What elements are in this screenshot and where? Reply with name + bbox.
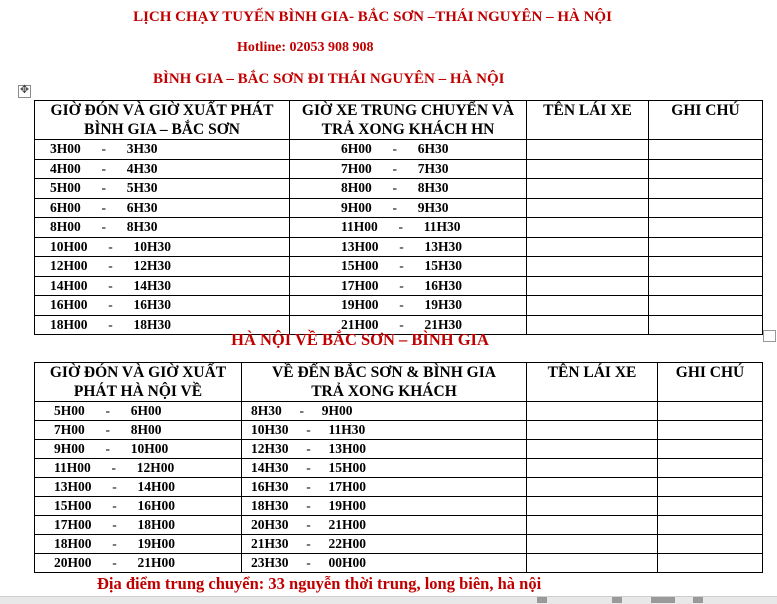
table-row xyxy=(35,535,763,554)
notes-cell[interactable] xyxy=(649,218,763,238)
depart-time-cell[interactable] xyxy=(35,159,290,179)
arrive-time-cell[interactable] xyxy=(242,516,527,535)
notes-cell[interactable] xyxy=(658,554,763,573)
header-transfer-times: GIỜ XE TRUNG CHUYỂN VÀ TRẢ XONG KHÁCH HN xyxy=(290,101,527,140)
table-row xyxy=(35,478,763,497)
separator: - xyxy=(112,536,117,551)
time-from: 12H30 xyxy=(251,441,289,456)
separator: - xyxy=(306,441,311,456)
table-row xyxy=(35,440,763,459)
time-to: 3H30 xyxy=(126,141,158,157)
table-row xyxy=(35,554,763,573)
section2-title: HÀ NỘI VỀ BẮC SƠN – BÌNH GIA xyxy=(231,330,489,349)
driver-name-cell[interactable] xyxy=(527,497,658,516)
time-from: 7H00 xyxy=(54,422,85,437)
separator: - xyxy=(108,238,113,254)
notes-cell[interactable] xyxy=(649,257,763,277)
time-from: 21H00 xyxy=(341,316,379,332)
header-notes: GHI CHÚ xyxy=(658,363,763,402)
separator: - xyxy=(399,238,404,254)
time-to: 14H00 xyxy=(137,479,176,494)
time-from: 6H00 xyxy=(50,199,81,215)
transfer-time-cell[interactable] xyxy=(290,198,527,218)
table-row xyxy=(35,218,763,238)
separator: - xyxy=(112,498,117,513)
separator: - xyxy=(108,316,113,332)
transfer-location: Địa điểm trung chuyển: 33 nguyễn thời trung, long biên, hà nội xyxy=(97,574,542,593)
separator: - xyxy=(108,258,113,274)
separator: - xyxy=(306,460,311,475)
separator: - xyxy=(306,479,311,494)
time-from: 9H00 xyxy=(54,441,85,456)
separator: - xyxy=(101,160,107,176)
separator: - xyxy=(399,277,404,293)
time-from: 8H30 xyxy=(251,403,282,418)
notes-cell[interactable] xyxy=(649,159,763,179)
time-from: 8H00 xyxy=(341,180,372,196)
separator: - xyxy=(392,199,398,215)
table-row xyxy=(35,296,763,316)
time-to: 6H30 xyxy=(417,141,449,157)
depart-time-cell[interactable] xyxy=(35,237,290,257)
separator: - xyxy=(111,460,117,475)
time-from: 11H00 xyxy=(54,460,91,475)
time-from: 23H30 xyxy=(251,555,289,570)
transfer-time-cell[interactable] xyxy=(290,276,527,296)
depart-time-cell[interactable] xyxy=(35,276,290,296)
depart-time-cell[interactable] xyxy=(35,440,242,459)
depart-time-cell[interactable] xyxy=(35,478,242,497)
time-to: 16H30 xyxy=(133,297,172,313)
separator: - xyxy=(108,277,113,293)
table-row xyxy=(35,497,763,516)
depart-time-cell[interactable] xyxy=(35,198,290,218)
driver-name-cell[interactable] xyxy=(527,478,658,497)
time-from: 18H00 xyxy=(54,536,92,551)
time-to: 13H00 xyxy=(328,441,367,456)
time-from: 3H00 xyxy=(50,141,81,157)
time-from: 11H00 xyxy=(341,219,378,235)
depart-time-cell[interactable] xyxy=(35,459,242,478)
time-to: 7H30 xyxy=(417,160,449,176)
table-row xyxy=(35,421,763,440)
transfer-time-cell[interactable] xyxy=(290,140,527,160)
driver-name-cell[interactable] xyxy=(527,554,658,573)
separator: - xyxy=(306,422,311,437)
time-from: 4H00 xyxy=(50,160,81,176)
time-to: 11H30 xyxy=(423,219,461,235)
focus-icon[interactable] xyxy=(537,597,547,603)
time-from: 18H30 xyxy=(251,498,289,513)
table-row xyxy=(35,402,763,421)
time-from: 10H00 xyxy=(50,238,88,254)
time-to: 6H00 xyxy=(130,403,162,418)
separator: - xyxy=(398,219,404,235)
notes-cell[interactable] xyxy=(658,516,763,535)
table-row xyxy=(35,257,763,277)
time-from: 13H00 xyxy=(341,238,379,254)
arrive-time-cell[interactable] xyxy=(242,421,527,440)
time-to: 17H00 xyxy=(328,479,367,494)
table-row xyxy=(35,179,763,199)
time-to: 16H00 xyxy=(137,498,176,513)
notes-cell[interactable] xyxy=(649,276,763,296)
driver-name-cell[interactable] xyxy=(527,237,649,257)
time-from: 16H30 xyxy=(251,479,289,494)
depart-time-cell[interactable] xyxy=(35,257,290,277)
time-to: 8H30 xyxy=(417,180,449,196)
separator: - xyxy=(399,258,404,274)
driver-name-cell[interactable] xyxy=(527,257,649,277)
separator: - xyxy=(101,199,107,215)
driver-name-cell[interactable] xyxy=(527,296,649,316)
time-from: 20H00 xyxy=(54,555,92,570)
table-row xyxy=(35,237,763,257)
driver-name-cell[interactable] xyxy=(527,421,658,440)
section1-title: BÌNH GIA – BẮC SƠN ĐI THÁI NGUYÊN – HÀ NỘI xyxy=(153,71,505,87)
driver-name-cell[interactable] xyxy=(527,516,658,535)
depart-time-cell[interactable] xyxy=(35,535,242,554)
table-row xyxy=(35,140,763,160)
time-to: 8H30 xyxy=(126,219,158,235)
table-row xyxy=(35,459,763,478)
arrive-time-cell[interactable] xyxy=(242,402,527,421)
separator: - xyxy=(105,422,111,437)
separator: - xyxy=(306,555,311,570)
arrive-time-cell[interactable] xyxy=(242,535,527,554)
separator: - xyxy=(392,160,398,176)
header-driver-name: TÊN LÁI XE xyxy=(527,101,649,140)
notes-cell[interactable] xyxy=(649,140,763,160)
separator: - xyxy=(392,180,398,196)
table-resize-handle[interactable] xyxy=(763,330,776,342)
driver-name-cell[interactable] xyxy=(527,440,658,459)
time-to: 11H30 xyxy=(328,422,366,437)
depart-time-cell[interactable] xyxy=(35,296,290,316)
time-from: 6H00 xyxy=(341,141,372,157)
separator: - xyxy=(101,180,107,196)
transfer-time-cell[interactable] xyxy=(290,257,527,277)
notes-cell[interactable] xyxy=(649,198,763,218)
document-title: LỊCH CHẠY TUYẾN BÌNH GIA- BẮC SƠN –THÁI NGUYÊN – HÀ NỘI xyxy=(133,9,612,25)
time-to: 21H30 xyxy=(424,316,463,332)
driver-name-cell[interactable] xyxy=(527,198,649,218)
time-from: 7H00 xyxy=(341,160,372,176)
separator: - xyxy=(112,555,117,570)
notes-cell[interactable] xyxy=(658,478,763,497)
transfer-time-cell[interactable] xyxy=(290,296,527,316)
time-to: 5H30 xyxy=(126,180,158,196)
notes-cell[interactable] xyxy=(658,459,763,478)
transfer-time-cell[interactable] xyxy=(290,218,527,238)
time-to: 12H30 xyxy=(133,258,172,274)
separator: - xyxy=(306,536,311,551)
driver-name-cell[interactable] xyxy=(527,218,649,238)
time-from: 17H00 xyxy=(341,277,379,293)
time-from: 10H30 xyxy=(251,422,289,437)
depart-time-cell[interactable] xyxy=(35,554,242,573)
driver-name-cell[interactable] xyxy=(527,535,658,554)
depart-time-cell[interactable] xyxy=(35,218,290,238)
time-to: 14H30 xyxy=(133,277,172,293)
separator: - xyxy=(306,498,311,513)
time-to: 16H30 xyxy=(424,277,463,293)
time-from: 18H00 xyxy=(50,316,88,332)
table-row xyxy=(35,516,763,535)
time-to: 10H30 xyxy=(133,238,172,254)
time-from: 5H00 xyxy=(54,403,85,418)
notes-cell[interactable] xyxy=(658,535,763,554)
arrive-time-cell[interactable] xyxy=(242,459,527,478)
depart-time-cell[interactable] xyxy=(35,402,242,421)
time-to: 22H00 xyxy=(328,536,367,551)
print-layout-icon[interactable] xyxy=(651,597,675,603)
header-driver-name: TÊN LÁI XE xyxy=(527,363,658,402)
notes-cell[interactable] xyxy=(649,296,763,316)
time-to: 21H00 xyxy=(137,555,176,570)
time-to: 19H30 xyxy=(424,297,463,313)
separator: - xyxy=(108,297,113,313)
time-from: 13H00 xyxy=(54,479,92,494)
separator: - xyxy=(105,441,111,456)
arrive-time-cell[interactable] xyxy=(242,478,527,497)
notes-cell[interactable] xyxy=(658,421,763,440)
separator: - xyxy=(392,141,398,157)
time-from: 8H00 xyxy=(50,219,81,235)
time-from: 20H30 xyxy=(251,517,289,532)
time-to: 9H30 xyxy=(417,199,449,215)
separator: - xyxy=(112,479,117,494)
notes-cell[interactable] xyxy=(649,237,763,257)
time-from: 16H00 xyxy=(50,297,88,313)
driver-name-cell[interactable] xyxy=(527,179,649,199)
time-from: 19H00 xyxy=(341,297,379,313)
arrive-time-cell[interactable] xyxy=(242,554,527,573)
depart-time-cell[interactable] xyxy=(35,497,242,516)
depart-time-cell[interactable] xyxy=(35,421,242,440)
time-to: 19H00 xyxy=(137,536,176,551)
depart-time-cell[interactable] xyxy=(35,179,290,199)
time-to: 00H00 xyxy=(328,555,367,570)
time-to: 13H30 xyxy=(424,238,463,254)
time-from: 12H00 xyxy=(50,258,88,274)
time-from: 9H00 xyxy=(341,199,372,215)
header-notes: GHI CHÚ xyxy=(649,101,763,140)
hotline: Hotline: 02053 908 908 xyxy=(237,40,374,55)
separator: - xyxy=(399,297,404,313)
table-row xyxy=(35,276,763,296)
time-to: 4H30 xyxy=(126,160,158,176)
driver-name-cell[interactable] xyxy=(527,459,658,478)
transfer-time-cell[interactable] xyxy=(290,237,527,257)
driver-name-cell[interactable] xyxy=(527,276,649,296)
read-mode-icon[interactable] xyxy=(612,597,622,603)
time-from: 5H00 xyxy=(50,180,81,196)
separator: - xyxy=(399,316,404,332)
separator: - xyxy=(105,403,111,418)
notes-cell[interactable] xyxy=(658,497,763,516)
arrive-time-cell[interactable] xyxy=(242,440,527,459)
depart-time-cell[interactable] xyxy=(35,516,242,535)
time-from: 21H30 xyxy=(251,536,289,551)
time-to: 10H00 xyxy=(130,441,169,456)
time-from: 14H00 xyxy=(50,277,88,293)
separator: - xyxy=(112,517,117,532)
table-row xyxy=(35,159,763,179)
time-from: 17H00 xyxy=(54,517,92,532)
arrive-time-cell[interactable] xyxy=(242,497,527,516)
time-to: 8H00 xyxy=(130,422,162,437)
time-to: 21H00 xyxy=(328,517,367,532)
depart-time-cell[interactable] xyxy=(35,140,290,160)
header-arrive-times: VỀ ĐẾN BẮC SƠN & BÌNH GIA TRẢ XONG KHÁCH xyxy=(242,363,527,402)
separator: - xyxy=(101,219,107,235)
time-to: 15H00 xyxy=(328,460,367,475)
time-to: 9H00 xyxy=(321,403,353,418)
driver-name-cell[interactable] xyxy=(527,140,649,160)
schedule-table-outbound xyxy=(34,100,763,335)
transfer-time-cell[interactable] xyxy=(290,179,527,199)
header-depart-times: GIỜ ĐÓN VÀ GIỜ XUẤT PHÁT BÌNH GIA – BẮC SƠN xyxy=(35,101,290,140)
time-to: 15H30 xyxy=(424,258,463,274)
time-from: 14H30 xyxy=(251,460,289,475)
time-to: 18H00 xyxy=(137,517,176,532)
separator: - xyxy=(306,517,311,532)
web-layout-icon[interactable] xyxy=(693,597,703,603)
transfer-time-cell[interactable] xyxy=(290,159,527,179)
table-move-handle-icon[interactable]: ✥ xyxy=(19,83,30,96)
notes-cell[interactable] xyxy=(658,440,763,459)
notes-cell[interactable] xyxy=(649,179,763,199)
time-to: 19H00 xyxy=(328,498,367,513)
schedule-table-return xyxy=(34,362,763,573)
time-from: 15H00 xyxy=(341,258,379,274)
separator: - xyxy=(299,403,305,418)
table-row xyxy=(35,198,763,218)
time-from: 15H00 xyxy=(54,498,92,513)
driver-name-cell[interactable] xyxy=(527,402,658,421)
header-depart-times: GIỜ ĐÓN VÀ GIỜ XUẤT PHÁT HÀ NỘI VỀ xyxy=(35,363,242,402)
time-to: 18H30 xyxy=(133,316,172,332)
driver-name-cell[interactable] xyxy=(527,159,649,179)
time-to: 12H00 xyxy=(136,460,175,475)
separator: - xyxy=(101,141,107,157)
notes-cell[interactable] xyxy=(658,402,763,421)
time-to: 6H30 xyxy=(126,199,158,215)
